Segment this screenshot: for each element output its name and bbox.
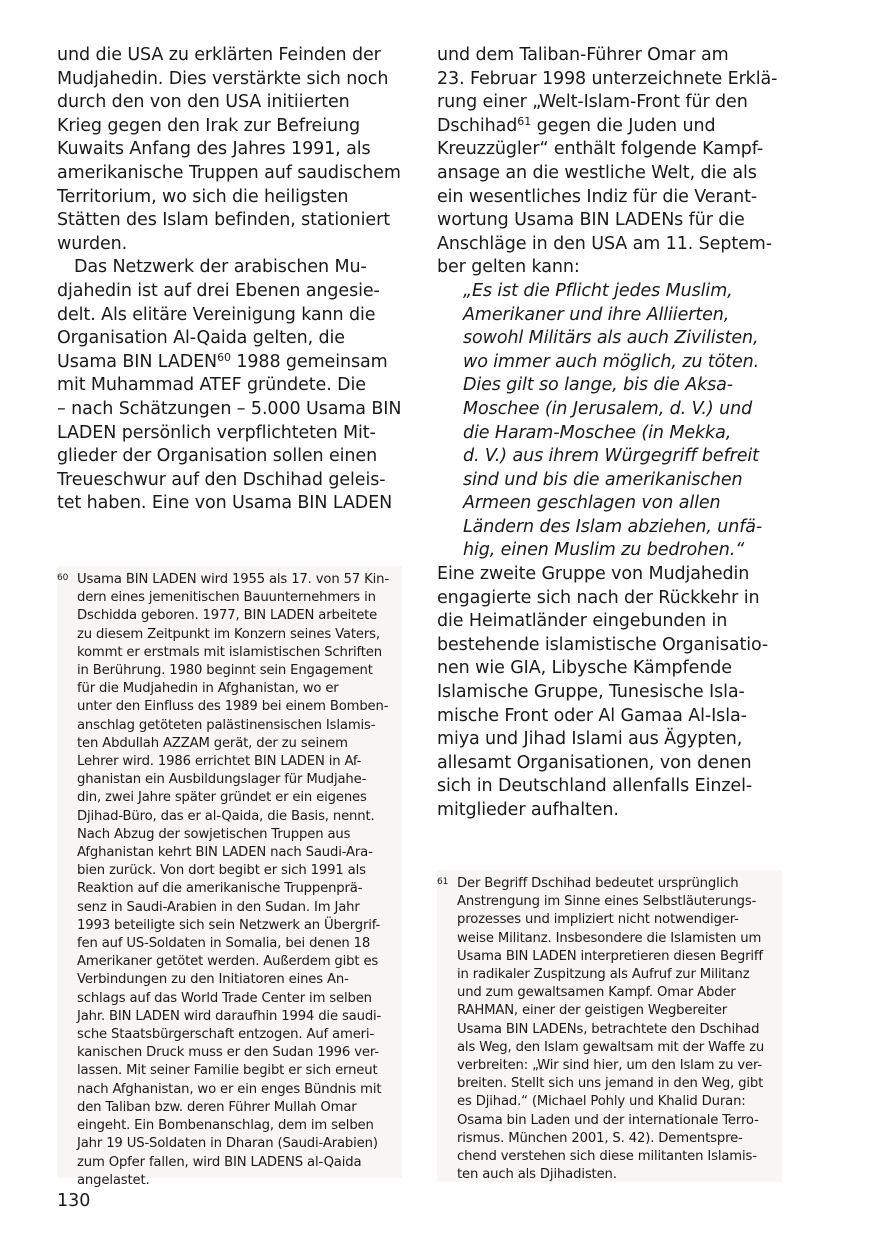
body-text: Das Netzwerk der arabischen Mu- djahedin ist auf drei Ebenen angesie- delt. Als elitäre Vereinigung kann die Organisation Al-Qaida gelten, die Usama BIN LADEN (57, 257, 380, 372)
footnote-reference-60[interactable]: 60 (217, 350, 231, 364)
footnote-text: Usama BIN LADEN wird 1955 als 17. von 57 Kin- dern eines jemenitischen Bauunternehmers in Dschidda geboren. 1977, BIN LADEN arbeitete zu diesem Zeitpunkt im Konzern seines Vaters, kommt er erstmals mit islamistischen Schriften in Berührung. 1980 beginnt sein Engagement für die Mudjahedin in Afghanistan, wo er unter den Einfluss des 1989 bei einem Bomben- anschlag getöteten palästinensischen Islamis- ten Abdullah AZZAM gerät, der zu seinem Lehrer wird. 1986 errichtet BIN LADEN in Af- ghanistan ein Ausbildungslager für Mudjahe- din, zwei Jahre später gründet er ein eigenes Djihad-Büro, das er al-Qaida, die Basis, nennt. Nach Abzug der sowjetischen Truppen aus Afghanistan kehrt BIN LADEN nach Saudi-Ara- bien zurück. Von dort begibt er sich 1991 als Reaktion auf die amerikanische Truppenprä- senz in Saudi-Arabien in den Sudan. Im Jahr 1993 beteiligte sich sein Netzwerk an Übergrif- fen auf US-Soldaten in Somalia, bei denen 18 Amerikaner getötet werden. Außerdem gibt es Verbindungen zu den Initiatoren eines An- schlags auf das World Trade Center im selben Jahr. BIN LADEN wird daraufhin 1994 die saudi- sche Staatsbürgerschaft entzogen. Auf ameri- kanischen Druck muss er den Sudan 1996 ver- lassen. Mit seiner Familie begibt er sich erneut nach Afghanistan, wo er ein enges Bündnis mit den Taliban bzw. deren Führer Mullah Omar eingeht. Ein Bombenanschlag, dem im selben Jahr 19 US-Soldaten in Dharan (Saudi-Arabien) zum Opfer fallen, wird BIN LADENS al-Qaida angelastet. (77, 572, 389, 1188)
footnote-box-61 (437, 870, 782, 1182)
body-text: und dem Taliban-Führer Omar am 23. Februar 1998 unterzeichnete Erklä- rung einer „Welt-Islam-Front für den Dschihad (437, 45, 778, 136)
right-column (437, 44, 782, 823)
footnote (57, 566, 402, 1190)
left-column (57, 44, 402, 516)
footnote-text: Der Begriff Dschihad bedeutet ursprünglich Anstrengung im Sinne eines Selbstläuterungs- prozesses und impliziert nicht notwendiger- weise Militanz. Insbesondere die Islamisten um Usama BIN LADEN interpretieren diesen Begriff in radikaler Zuspitzung als Aufruf zur Militanz und zum gewaltsamen Kampf. Omar Abder RAHMAN, einer der geistigen Wegbereiter Usama BIN LADENs, betrachtete den Dschihad als Weg, den Islam gewaltsam mit der Waffe zu verbreiten: „Wir sind hier, um den Islam zu ver- breiten. Stellt sich uns jemand in den Weg, gibt es Djihad.“ (Michael Pohly und Khalid Duran: Osama bin Laden und der internationale Terro- rismus. München 2001, S. 42). Dementspre- chend verstehen sich diese militanten Islamis- ten auch als Djihadisten. (457, 876, 765, 1183)
footnote-number: 61 (437, 877, 449, 887)
footnote-box-60 (57, 566, 402, 1188)
body-paragraph (437, 44, 782, 280)
body-paragraph: und die USA zu erklärten Feinden der Mudjahedin. Dies verstärkte sich noch durch den von den USA initiierten Krieg gegen den Irak zur Befreiung Kuwaits Anfang des Jahres 1991, als amerikanische Truppen auf saudischem Territorium, wo sich die heiligsten Stätten des Islam befinden, stationiert wurden. (57, 45, 401, 254)
page-number: 130 (57, 1191, 91, 1211)
footnote (437, 870, 782, 1184)
body-text: 1988 gemeinsam mit Muhammad ATEF gründete. Die – nach Schätzungen – 5.000 Usama BIN LADEN persönlich verpflichteten Mit- glieder der Organisation sollen einen Treueschwur auf den Dschihad geleis- tet haben. Eine von Usama BIN LADEN (57, 351, 402, 514)
body-paragraph (57, 256, 402, 516)
body-text: gegen die Juden und Kreuzzügler“ enthält folgende Kampf- ansage an die westliche Welt, die als ein wesentliches Indiz für die Verant- wortung Usama BIN LADENs für die Anschläge in den USA am 11. Septem- ber gelten kann: (437, 115, 772, 278)
block-quote: „Es ist die Pflicht jedes Muslim, Amerikaner und ihre Alliierten, sowohl Militärs als auch Zivilisten, wo immer auch möglich, zu töten. Dies gilt so lange, bis die Aksa- Moschee (in Jerusalem, d. V.) und die Haram-Moschee (in Mekka, d. V.) aus ihrem Würgegriff befreit sind und bis die amerikanischen Armeen geschlagen von allen Ländern des Islam abziehen, unfä- hig, einen Muslim zu bedrohen.“ (463, 280, 763, 561)
body-paragraph: Eine zweite Gruppe von Mudjahedin engagierte sich nach der Rückkehr in die Heimatländer eingebunden in bestehende islamistische Organisatio- nen wie GIA, Libysche Kämpfende Islamische Gruppe, Tunesische Isla- mische Front oder Al Gamaa Al-Isla- miya und Jihad Islami aus Ägypten, allesamt Organisationen, von denen sich in Deutschland allenfalls Einzel- mitglieder aufhalten. (437, 564, 769, 820)
footnote-number: 60 (57, 573, 69, 583)
footnote-reference-61[interactable]: 61 (517, 114, 532, 128)
